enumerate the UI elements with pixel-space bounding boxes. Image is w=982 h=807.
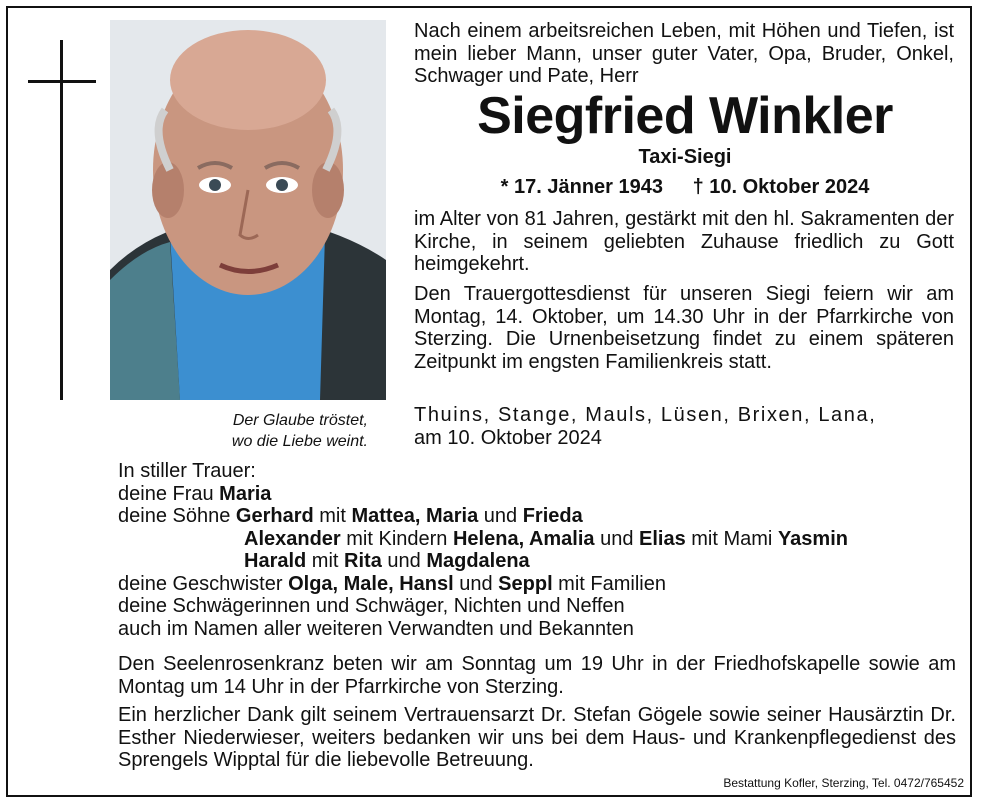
- mourning-others: auch im Namen aller weiteren Verwandten und Bekannten: [118, 617, 634, 640]
- caption-line-1: Der Glaube tröstet,: [232, 412, 368, 429]
- mourning-son-2: Alexander mit Kindern Helena, Amalia und Elias mit Mami Yasmin: [244, 527, 848, 550]
- mourning-inlaws: deine Schwägerinnen und Schwäger, Nichten und Neffen: [118, 595, 625, 617]
- service-text: Den Trauergottesdienst für unseren Siegi feiern wir am Montag, 14. Oktober, um 14.30 Uhr in der Pfarrkirche von Sterzing. Die Urnenbeisetzung findet zu einem späteren Zeitpunkt im engsten Familienkreis statt.: [414, 283, 954, 373]
- mourning-son-1: deine Söhne Gerhard mit Mattea, Maria und Frieda: [118, 505, 583, 527]
- mourning-list: [118, 460, 958, 640]
- rosary-text: Den Seelenrosenkranz beten wir am Sonntag um 19 Uhr in der Friedhofskapelle sowie am Montag um 14 Uhr in der Pfarrkirche von Sterzing.: [118, 653, 956, 698]
- age-text: im Alter von 81 Jahren, gestärkt mit den hl. Sakramenten der Kirche, in seinem geliebten Zuhause friedlich zu Gott heimgekehrt.: [414, 208, 954, 275]
- cross-icon: [60, 40, 63, 400]
- mourning-siblings: deine Geschwister Olga, Male, Hansl und Seppl mit Familien: [118, 572, 666, 595]
- intro-text: Nach einem arbeitsreichen Leben, mit Höhen und Tiefen, ist mein lieber Mann, unser guter Vater, Opa, Bruder, Onkel, Schwager und Pate, Herr: [414, 20, 954, 87]
- portrait-photo: [110, 20, 386, 400]
- mourning-son-3: Harald mit Rita und Magdalena: [244, 550, 530, 572]
- funeral-home-footer: Bestattung Kofler, Sterzing, Tel. 0472/765452: [723, 776, 964, 790]
- death-date: † 10. Oktober 2024: [692, 176, 870, 198]
- thanks-text: Ein herzlicher Dank gilt seinem Vertrauensarzt Dr. Stefan Gögele sowie seiner Hausärztin Dr. Esther Niederwieser, weiters bedanken wir uns bei dem Haus- und Krankenpflegedienst des Sprengels Wipptal für die liebevolle Betreuung.: [118, 704, 956, 771]
- place-date: am 10. Oktober 2024: [414, 427, 602, 449]
- nickname: Taxi-Siegi: [638, 146, 732, 168]
- places-text: Thuins, Stange, Mauls, Lüsen, Brixen, Lana,: [414, 404, 877, 426]
- mourning-wife: deine Frau Maria: [118, 482, 272, 505]
- deceased-name: Siegfried Winkler: [477, 87, 893, 145]
- caption-line-2: wo die Liebe weint.: [231, 433, 368, 450]
- photo-caption: [120, 410, 368, 452]
- life-dates: [410, 176, 960, 199]
- birth-date: * 17. Jänner 1943: [500, 176, 663, 198]
- cross-icon-bar: [28, 80, 96, 83]
- mourning-header: In stiller Trauer:: [118, 460, 256, 482]
